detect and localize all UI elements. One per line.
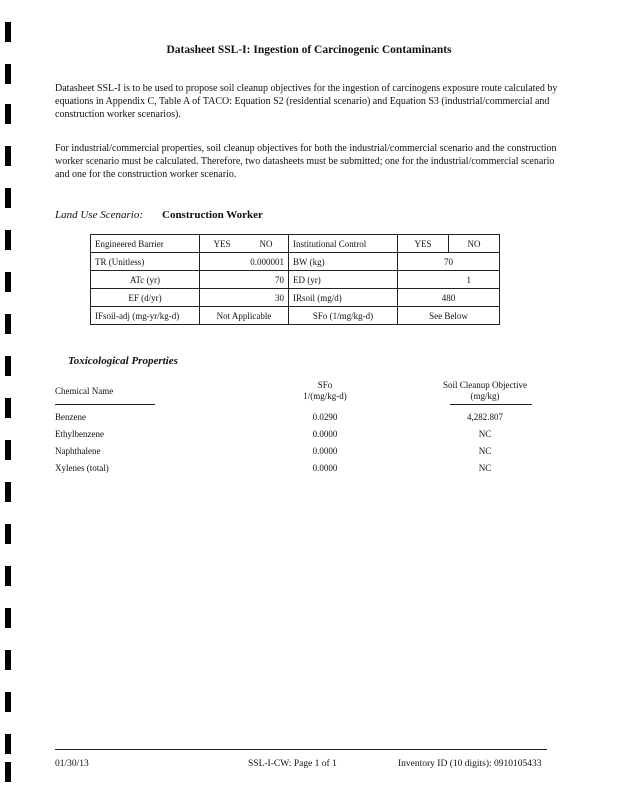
intro-paragraph: Datasheet SSL-I is to be used to propose soil cleanup objectives for the ingestion of carcinogens exposure route calculated by equations in Appendix C, Table A of TACO: Equation S2 (residential scenario) and Equation S3 (industrial/commercial and construction worker scenarios). [55,83,558,120]
table-row [0,463,618,478]
param-value: 480 [398,289,500,307]
binder-hole [5,566,11,586]
chemical-sfo: 0.0000 [312,463,338,473]
document-title: Datasheet SSL-I: Ingestion of Carcinogenic Contaminants [166,44,452,56]
engineered-barrier-header: Engineered Barrier [91,235,200,253]
chemical-sfo: 0.0290 [312,412,338,422]
objective-header-line1: Soil Cleanup Objective [443,380,527,390]
control-no-header: NO [449,235,500,253]
toxicological-title: Toxicological Properties [68,355,178,367]
table-row [91,271,500,289]
table-row [91,307,500,325]
table-row [0,446,618,461]
barrier-no-header: NO [244,235,289,253]
binder-hole [5,762,11,782]
param-value: See Below [398,307,500,325]
chemical-objective: NC [478,446,492,456]
binder-hole [5,104,11,124]
table-header-row [91,235,500,253]
param-value: 70 [200,271,289,289]
control-yes-header: YES [398,235,449,253]
param-label: ED (yr) [289,271,398,289]
chemical-objective: NC [478,429,492,439]
binder-hole [5,650,11,670]
table-row [0,429,618,444]
binder-hole [5,314,11,334]
footer-inventory: Inventory ID (10 digits): 0910105433 [398,759,542,769]
binder-hole [5,272,11,292]
institutional-control-header: Institutional Control [289,235,398,253]
binder-hole [5,608,11,628]
header-rule [450,404,532,405]
sfo-header-line1: SFo [317,380,333,390]
instruction-paragraph: For industrial/commercial properties, soil cleanup objectives for both the industrial/commercial scenario and the construction worker scenario must be calculated. Therefore, two datasheets must be submitted; one for the industrial/commercial scenario and one for the construction worker scenario. [55,143,557,180]
binder-hole [5,188,11,208]
param-value: 30 [200,289,289,307]
chemical-name: Benzene [55,412,86,422]
chemical-name: Naphthalene [55,446,101,456]
param-label: TR (Unitless) [91,253,200,271]
binder-hole [5,230,11,250]
param-value: 0.000001 [200,253,289,271]
binder-hole [5,22,11,42]
footer-page: SSL-I-CW: Page 1 of 1 [248,759,337,769]
sfo-header-line2: 1/(mg/kg-d) [303,391,347,401]
param-label: EF (d/yr) [91,289,200,307]
binder-hole [5,146,11,166]
binder-hole [5,692,11,712]
binder-hole [5,524,11,544]
param-value: Not Applicable [200,307,289,325]
exposure-parameters-table [90,234,500,325]
param-value: 1 [398,271,500,289]
header-rule [55,404,155,405]
param-label: ATc (yr) [91,271,200,289]
chemical-sfo: 0.0000 [312,446,338,456]
table-row [91,253,500,271]
footer-rule [55,749,547,750]
objective-header-line2: (mg/kg) [470,391,500,401]
param-label: IFsoil-adj (mg-yr/kg-d) [91,307,200,325]
param-label: SFo (1/mg/kg-d) [289,307,398,325]
binder-hole [5,356,11,376]
footer-date: 01/30/13 [55,759,89,769]
chemical-objective: 4,282.807 [467,412,503,422]
barrier-yes-header: YES [200,235,245,253]
table-row [0,412,618,427]
param-value: 70 [398,253,500,271]
binder-hole [5,734,11,754]
binder-hole [5,482,11,502]
param-label: IRsoil (mg/d) [289,289,398,307]
objective-header [430,380,540,402]
chemical-objective: NC [478,463,492,473]
land-use-value: Construction Worker [162,209,263,221]
chemical-name: Ethylbenzene [55,429,104,439]
binder-hole [5,64,11,84]
sfo-header [285,380,365,402]
chemical-sfo: 0.0000 [312,429,338,439]
chemical-name: Xylenes (total) [55,463,109,473]
table-row [91,289,500,307]
chemical-name-header: Chemical Name [55,386,114,396]
land-use-label: Land Use Scenario: [55,209,143,221]
param-label: BW (kg) [289,253,398,271]
